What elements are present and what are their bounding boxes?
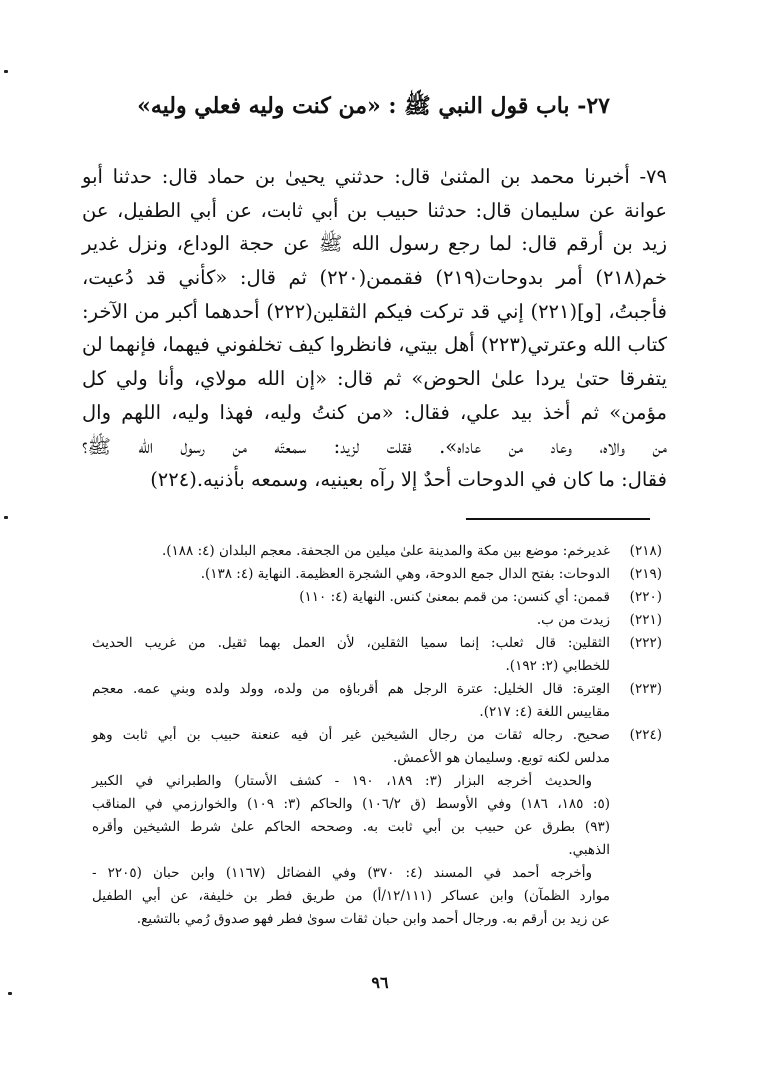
text-line: خم(٢١٨) أمر بدوحات(٢١٩) فقممن(٢٢٠) ثم قال: «كأني قد دُعيت، [82, 266, 667, 290]
footnote-paragraph [92, 770, 662, 862]
footnote-text: العِترة: قال الخليل: عترة الرجل هم أقرباؤه من ولده، وولد ولده وبني عمه. معجم [92, 681, 610, 697]
margin-dot [4, 516, 8, 519]
margin-dot [8, 992, 12, 995]
text-line: فأجبتُ، [و](٢٢١) إني قد تركت فيكم الثقلين(٢٢٢) أحدهما أكبر من الآخر: [82, 299, 667, 323]
margin-dot [4, 70, 8, 73]
chapter-title: ٢٧- باب قول النبي ﷺ : «من كنت وليه فعلي وليه» [137, 93, 610, 119]
hadith-text [82, 160, 667, 497]
footnote-text: والحديث أخرجه البزار (٣: ١٨٩، ١٩٠ - كشف الأستار) والطبراني في الكبير [92, 773, 593, 789]
text-line: مؤمن» ثم أخذ بيد علي، فقال: «من كنتُ وليه، فهذا وليه، اللهم وال [82, 400, 667, 424]
text-line: يتفرقا حتىٰ يردا علىٰ الحوض» ثم قال: «إن الله مولاي، وأنا ولي كل [82, 367, 667, 391]
footnote-number: (٢٢٤) [629, 727, 662, 743]
footnote-text: (٩٣) بطرق عن حبيب بن أبي ثابت به. وصححه الحاكم علىٰ شرط الشيخين وأقره [92, 819, 610, 835]
footnote [92, 609, 662, 632]
text-line: فقال: ما كان في الدوحات أحدٌ إلا رآه بعينيه، وسمعه بأذنيه.(٢٢٤) [150, 468, 667, 492]
footnote-text: عن زيد بن أرقم به. ورجال أحمد وابن حبان ثقات سوىٰ فطر فهو صدوق رُمي بالتشيع. [136, 911, 610, 927]
text-line: عوانة عن سليمان قال: حدثنا حبيب بن أبي ثابت، عن أبي الطفيل، عن [82, 198, 667, 222]
footnote-text: مدلس لكنه توبع. وسليمان هو الأعمش. [392, 750, 610, 766]
text-line: ٧٩- أخبرنا محمد بن المثنىٰ قال: حدثني يحيىٰ بن حماد قال: حدثنا أبو [82, 165, 667, 188]
footnote-number: (٢٢١) [629, 612, 662, 628]
footnote [92, 724, 662, 770]
footnote [92, 540, 662, 563]
footnote-text: موارد الظمآن) وابن عساكر (١٢/١١١/أ) من طريق فطر بن خليفة، عن أبي الطفيل [92, 888, 610, 904]
footnote [92, 586, 662, 609]
footnote-text: مقاييس اللغة (٤: ٢١٧). [479, 704, 610, 720]
footnote-number: (٢٢٠) [629, 589, 662, 605]
footnote-text: (٥: ١٨٥، ١٨٦) وفي الأوسط (ق ١٠٦/٢) والحاكم (٣: ١٠٩) والخوارزمي في المناقب [92, 796, 610, 812]
footnote-text: غديرخم: موضع بين مكة والمدينة علىٰ ميلين من الجحفة. معجم البلدان (٤: ١٨٨). [161, 543, 610, 559]
footnote [92, 563, 662, 586]
footnote-separator [466, 518, 650, 520]
footnote-number: (٢١٩) [629, 566, 662, 582]
footnote-number: (٢٢٢) [629, 635, 662, 651]
footnote-text: الذهبي. [568, 842, 610, 858]
footnote-number: (٢١٨) [629, 543, 662, 559]
text-line: من والاه، وعاد من عاداه». فقلت لزيد: سمعتَه من رسول الله ﷺ؟ [82, 434, 667, 458]
page-number: ٩٦ [371, 973, 389, 992]
footnote-text: للخطابي (٢: ١٩٢). [505, 658, 610, 674]
footnote-text: الدوحات: بفتح الدال جمع الدوحة، وهي الشجرة العظيمة. النهاية (٤: ١٣٨). [200, 566, 610, 582]
footnote-text: وأخرجه أحمد في المسند (٤: ٣٧٠) وفي الفضائل (١١٦٧) وابن حبان (٢٢٠٥ - [92, 865, 592, 881]
footnote [92, 678, 662, 724]
footnote [92, 632, 662, 678]
footnote-text: زيدت من ب. [536, 612, 610, 628]
footnote-text: قممن: أي كنسن: من قمم بمعنىٰ كنس. النهاية (٤: ١١٠) [299, 589, 610, 605]
text-line: زيد بن أرقم قال: لما رجع رسول الله ﷺ عن حجة الوداع، ونزل غدير [82, 232, 667, 256]
footnote-text: صحيح. رجاله ثقات من رجال الشيخين غير أن فيه عنعنة حبيب بن أبي ثابت وهو [92, 727, 610, 743]
footnotes [92, 540, 662, 931]
footnote-paragraph [92, 862, 662, 931]
footnote-number: (٢٢٣) [629, 681, 662, 697]
footnote-text: الثقلين: قال ثعلب: إنما سميا الثقلين، لأن العمل بهما ثقيل. من غريب الحديث [92, 635, 610, 651]
text-line: كتاب الله وعترتي(٢٢٣) أهل بيتي، فانظروا كيف تخلفوني فيهما، فإنهما لن [81, 333, 667, 357]
